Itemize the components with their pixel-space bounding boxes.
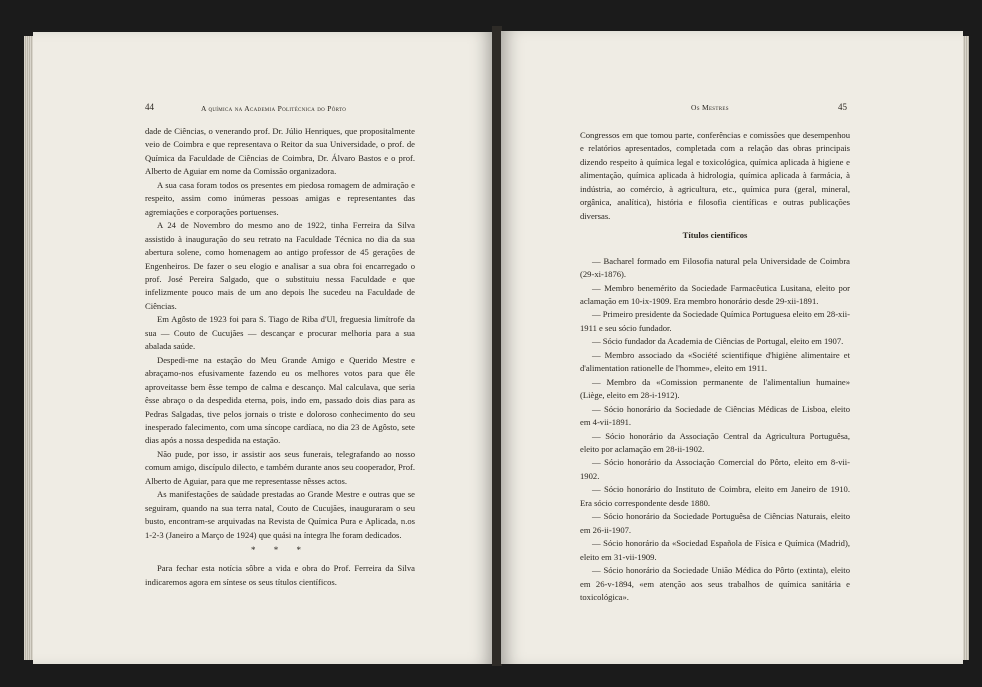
list-item: — Primeiro presidente da Sociedade Química Portuguesa eleito em 28-xii-1911 e seu sócio fundador. — [580, 309, 850, 333]
paragraph: Em Agôsto de 1923 foi para S. Tiago de Riba d'Ul, freguesia limítrofe da sua — Couto de Cucujães — descançar e procurar melhoria para a sua abalada saúde. — [145, 314, 415, 352]
list-item: — Sócio fundador da Academia de Ciências de Portugal, eleito em 1907. — [592, 336, 844, 347]
list-item: — Sócio honorário da «Sociedad Española de Física e Química (Madrid), eleito em 31-vii-1909. — [580, 538, 850, 562]
right-running-head: Os Mestres — [691, 103, 729, 112]
paragraph: dade de Ciências, o venerando prof. Dr. Júlio Henriques, que propositalmente veio de Coimbra e que representava o Reitor da sua Universidade, o prof. de Química da Faculdade de Ciências de Coimbra, Dr. Álvaro Bastos e o prof. Alberto de Aguiar em nome da Comissão organizadora. — [145, 126, 415, 177]
right-page-number: 45 — [838, 102, 847, 112]
left-running-head: A química na Academia Politécnica do Pôrto — [201, 104, 347, 113]
list-item: — Membro associado da «Société scientifique d'higiène alimentaire et d'alimentation rationelle de l'homme», eleito em 1911. — [580, 349, 850, 374]
left-body — [145, 125, 415, 589]
right-page — [501, 31, 963, 664]
left-page-number: 44 — [145, 102, 154, 112]
paragraph: Não pude, por isso, ir assistir aos seus funerais, telegrafando ao nosso comum amigo, discípulo dilecto, e também durante anos seu cooperador, Prof. Alberto de Aguiar, para que me representasse nêsses actos. — [145, 448, 415, 486]
list-item: — Sócio honorário do Instituto de Coimbra, eleito em Janeiro de 1910. Era sócio correspondente desde 1880. — [580, 484, 850, 508]
list-item: — Sócio honorário da Associação Central da Agricultura Portuguêsa, eleito por aclamação em 28-ii-1902. — [580, 430, 850, 454]
right-body — [580, 129, 850, 604]
list-item: — Sócio honorário da Sociedade União Médica do Pôrto (extinta), eleito em 26-v-1894, «em atenção aos seus trabalhos de química sanitária e toxicológica». — [580, 565, 850, 602]
paragraph: A sua casa foram todos os presentes em piedosa romagem de admiração e respeito, assim como inúmeras pessoas amigas e representantes das agremiações e corporações portuenses. — [145, 179, 415, 217]
list-item: — Membro benemérito da Sociedade Farmacêutica Lusitana, eleito por aclamação em 10-ix-1909. Era membro honorário desde 29-xii-1891. — [580, 282, 850, 306]
section-separator: * * * — [251, 545, 309, 556]
paragraph: A 24 de Novembro do mesmo ano de 1922, tinha Ferreira da Silva assistido à inauguração do seu retrato na Faculdade Técnica no dia da sua abertura solene, como homenagem ao antigo professor de 45 gerações de Engenheiros. De fazer o seu elogio e analisar a sua obra foi encarregado o prof. José Pereira Salgado, que o substituiu nessa Faculdade e que infelizmente pouco mais de um ano depois lhe sucedeu na Faculdade de Ciências. — [145, 220, 415, 311]
left-page — [33, 32, 493, 664]
list-item: — Membro da «Comission permanente de l'alimentaliun humaine» (Liège, eleito em 28-i-1912). — [580, 376, 850, 401]
list-item: — Sócio honorário da Sociedade de Ciências Médicas de Lisboa, eleito em 4-vii-1891. — [580, 403, 850, 428]
paragraph: Despedi-me na estação do Meu Grande Amigo e Querido Mestre e abraçamo-nos efusivamente fazendo eu os melhores votos para que êle aproveitasse bem êsse tempo de calma e descanço. Mal calculava, que seria êsse abraço o da despedida eterna, pois, indo em, passado dois dias para as Pedras Salgadas, tive pelos jornais o triste e doloroso conhecimento do seu inesperado falecimento, com uma síncope cardíaca, no dia 23 de Agôsto, sete dias após a nossa despedida na estação. — [145, 354, 415, 446]
paragraph: Congressos em que tomou parte, conferências e comissões que desempenhou e relatórios apresentados, completada com a relação das obras principais dizendo respeito à química legal e toxicológica, química aplicada à higiene e alimentação, química aplicada à hidrologia, química aplicada à farmácia, à indústria, ao comércio, à agricultura, etc., química pura (geral, mineral, orgânica, analítica), história e filosofia científicas e outras publicações diversas. — [580, 130, 850, 221]
list-item: — Sócio honorário da Sociedade Portuguêsa de Ciências Naturais, eleito em 26-ii-1907. — [580, 511, 850, 535]
list-item: — Bacharel formado em Filosofia natural pela Universidade de Coimbra (29-xi-1876). — [580, 255, 850, 280]
paragraph: As manifestações de saùdade prestadas ao Grande Mestre e outras que se seguiram, quando na sua terra natal, Couto de Cucujães, inauguraram o seu busto, encontram-se arquivadas na Revista de Química Pura e Aplicada, n.os 1-2-3 (Janeiro a Março de 1924) que quási na íntegra lhe foram dedicados. — [145, 489, 415, 540]
right-page-edges — [962, 36, 969, 660]
list-item: — Sócio honorário da Associação Comercial do Pôrto, eleito em 8-vii-1902. — [580, 457, 850, 481]
paragraph: Para fechar esta notícia sôbre a vida e obra do Prof. Ferreira da Silva indicaremos agora em síntese os seus títulos científicos. — [145, 563, 415, 587]
section-heading: Títulos científicos — [682, 230, 748, 241]
